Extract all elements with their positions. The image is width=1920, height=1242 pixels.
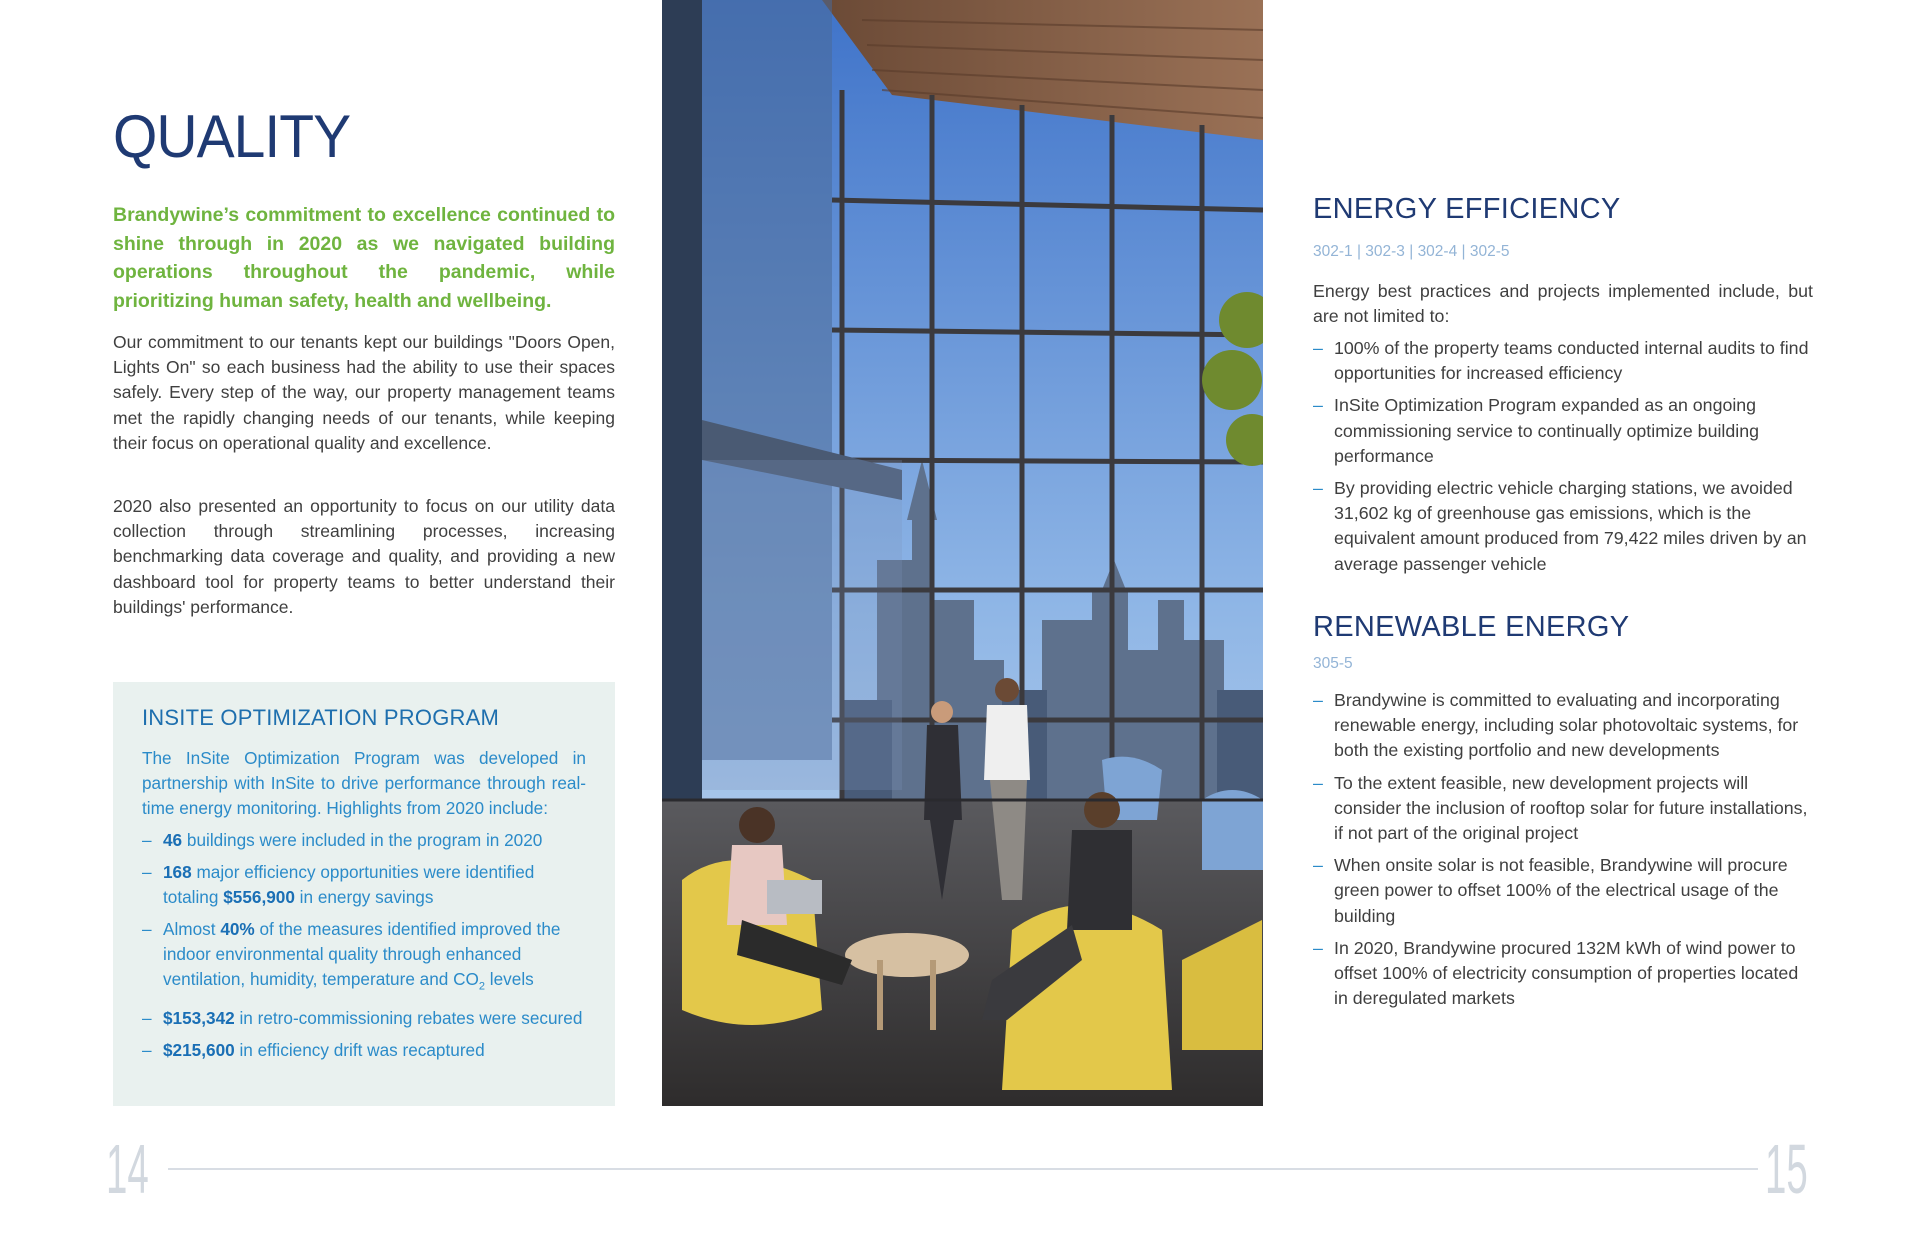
renewable-energy-heading: RENEWABLE ENERGY (1313, 611, 1630, 643)
page-number-left: 14 (106, 1130, 149, 1208)
list-item-text: In 2020, Brandywine procured 132M kWh of wind power to offset 100% of electricity consumption of properties located in deregulated markets (1334, 937, 1799, 1009)
highlight-text: in retro-commissioning rebates were secured (234, 1008, 583, 1029)
dash-bullet: – (142, 830, 152, 850)
gri-codes-renewable: 305-5 (1313, 655, 1353, 672)
atrium-photo (662, 0, 1263, 1106)
dash-bullet: – (1313, 395, 1323, 416)
insite-title: INSITE OPTIMIZATION PROGRAM (142, 705, 500, 730)
list-item (142, 860, 586, 910)
highlight-value: $215,600 (163, 1040, 235, 1061)
highlight-text: major efficiency opportunities were identified totaling (163, 861, 535, 907)
highlight-text: buildings were included in the program in 2020 (182, 830, 543, 850)
highlight-text: of the measures identified improved the indoor environmental quality through enhanced ventilation, humidity, temperature and CO (163, 918, 561, 990)
highlight-text: levels (485, 969, 534, 990)
list-item (1313, 936, 1813, 1012)
list-item-text: By providing electric vehicle charging stations, we avoided 31,602 kg of greenhouse gas emissions, which is the equivalent amount produced from 79,422 miles driven by an average passenger vehicle (1334, 478, 1807, 574)
insite-intro: The InSite Optimization Program was developed in partnership with InSite to drive performance through real-time energy monitoring. Highlights from 2020 include: (142, 748, 586, 819)
highlight-text: Almost (163, 918, 221, 939)
dash-bullet: – (1313, 338, 1323, 358)
list-item (142, 1038, 586, 1063)
body-paragraph-2: 2020 also presented an opportunity to focus on our utility data collection through streamlining processes, increasing benchmarking data coverage and quality, and providing a new dashboard tool for property teams to better understand their buildings' performance. (113, 496, 615, 617)
dash-bullet: – (142, 1008, 152, 1029)
dash-bullet: – (1313, 855, 1323, 876)
dash-bullet: – (1313, 690, 1323, 710)
list-item (1313, 336, 1813, 386)
list-item (1313, 393, 1813, 469)
energy-intro: Energy best practices and projects implemented include, but are not limited to: (1313, 281, 1813, 327)
subscript: 2 (478, 980, 486, 993)
list-item (1313, 476, 1813, 577)
highlight-value: 46 (163, 830, 183, 850)
renewable-energy-list (1313, 688, 1813, 1018)
dash-bullet: – (142, 918, 152, 939)
list-item (142, 828, 586, 853)
body-paragraph-1: Our commitment to our tenants kept our buildings "Doors Open, Lights On" so each business had the ability to use their spaces safely. Every step of the way, our property management teams met the rapidly changing needs of our tenants, while keeping their focus on operational quality and excellence. (113, 332, 615, 453)
energy-efficiency-heading: ENERGY EFFICIENCY (1313, 193, 1621, 225)
highlight-value: 40% (220, 918, 255, 939)
dash-bullet: – (1313, 772, 1323, 793)
list-item (1313, 688, 1813, 764)
highlight-text: in energy savings (294, 887, 434, 907)
page-number-right: 15 (1765, 1130, 1808, 1208)
list-item (142, 917, 586, 1000)
list-item-text: 100% of the property teams conducted internal audits to find opportunities for increased efficiency (1334, 338, 1809, 384)
highlight-value: $556,900 (223, 887, 295, 907)
list-item-text: To the extent feasible, new development projects will consider the inclusion of rooftop solar for future installations, if not part of the original project (1334, 772, 1808, 844)
highlight-value: 168 (163, 861, 192, 882)
list-item-text: When onsite solar is not feasible, Brandywine will procure green power to offset 100% of the electrical usage of the building (1334, 855, 1788, 926)
lead-paragraph: Brandywine’s commitment to excellence continued to shine through in 2020 as we navigated building operations throughout the pandemic, while prioritizing human safety, health and wellbeing. (113, 204, 615, 312)
dash-bullet: – (1313, 937, 1323, 958)
highlight-text: in efficiency drift was recaptured (234, 1040, 485, 1061)
list-item-text: Brandywine is committed to evaluating and incorporating renewable energy, including solar photovoltaic systems, for both the existing portfolio and new developments (1334, 690, 1799, 761)
list-item (1313, 771, 1813, 847)
energy-practices-list (1313, 336, 1813, 584)
dash-bullet: – (1313, 478, 1323, 499)
footer-divider (168, 1168, 1758, 1170)
insite-highlights-list (142, 828, 586, 1070)
highlight-value: $153,342 (163, 1008, 235, 1029)
page-title: QUALITY (113, 103, 351, 170)
dash-bullet: – (142, 861, 152, 882)
list-item-text: InSite Optimization Program expanded as an ongoing commissioning service to continually optimize building performance (1334, 395, 1759, 466)
list-item (142, 1006, 586, 1031)
gri-codes-energy: 302-1 | 302-3 | 302-4 | 302-5 (1313, 243, 1510, 260)
insite-program-box (113, 682, 615, 1106)
list-item (1313, 853, 1813, 929)
dash-bullet: – (142, 1040, 152, 1061)
